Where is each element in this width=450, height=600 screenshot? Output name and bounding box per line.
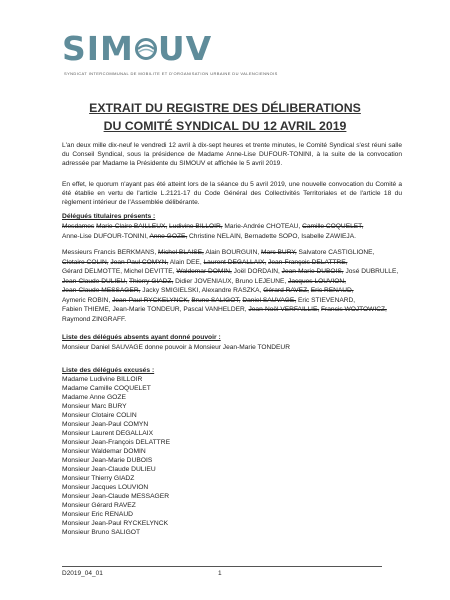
delegate-name: Bruno LEJEUNE, [235, 277, 287, 285]
intro-paragraph: L'an deux mille dix-neuf le vendredi 12 avril à dix-sept heures et trente minutes, le Comité Syndical s'est réuni salle du Conseil Syndical, sous la présidence de Madame Anne-Lise DUFOUR-TONINI, à la suite de la convocation adressée par Madame la Présidente du SIMOUV et affichée le 5 avril 2019. [62, 142, 402, 167]
delegate-name: Raymond ZINGRAFF. [62, 315, 127, 323]
delegate-name: Jean-Noël VERFAILLIE, [248, 306, 320, 313]
delegate-name: Bernadette SOPO, [244, 232, 300, 240]
titulaires-heading: Délégués titulaires présents : [62, 213, 156, 220]
mesdames-list [62, 222, 402, 241]
delegate-name: Michel BLAISE, [158, 249, 204, 256]
delegate-name: Marie-Claire BAILLEUX, [96, 223, 168, 230]
delegate-name: Jacky SMIGIELSKI, [142, 287, 201, 294]
delegate-name: Fabien THIEME, [62, 306, 111, 313]
excused-item: Madame Anne GOZE [62, 393, 126, 401]
excused-item: Madame Camille COQUELET [62, 384, 151, 392]
delegate-name: Alain BOURGUIN, [205, 249, 260, 256]
delegate-name: Gérard DELMOTTE, [62, 268, 123, 275]
delegate-name: Jean-Paul COMYN, [110, 258, 169, 266]
excuses-heading: Liste des délégués excusés : [62, 367, 155, 374]
excused-item: Monsieur Jean-Claude DULIEU [62, 465, 156, 473]
delegate-name: Aymeric ROBIN, [62, 296, 111, 304]
delegate-name: Daniel SAUVAGE, [242, 296, 297, 304]
excused-item: Monsieur Laurent DEGALLAIX [62, 429, 154, 437]
delegate-name: Eric RENAUD, [310, 287, 354, 294]
delegate-name: Joël DORDAIN, [233, 268, 280, 275]
excused-item: Monsieur Jean-Claude MESSAGER [62, 492, 170, 500]
excused-item: Monsieur Jacques LOUVION [62, 483, 149, 491]
excuses-list [62, 376, 170, 538]
delegate-name: Didier JOVENIAUX, [175, 277, 234, 285]
delegate-name: Jean-Claude MESSAGER, [62, 287, 141, 294]
delegate-name: Jean-Marie DUBOIS, [281, 268, 344, 275]
excused-item: Monsieur Bruno SALIGOT [62, 528, 141, 536]
delegate-name: Mesdames [62, 223, 95, 230]
delegate-name: Clotaire COLIN, [62, 258, 109, 266]
excused-item: Monsieur Thierry GIADZ [62, 474, 135, 482]
absents-heading: Liste des délégués absents ayant donné pouvoir : [62, 334, 221, 341]
delegate-name: Francis WOJTOWICZ, [321, 306, 387, 313]
delegate-name: Michel DEVITTE, [123, 268, 175, 275]
excused-item: Monsieur Jean-Paul COMYN [62, 420, 149, 428]
excused-item: Monsieur Waldemar DOMIN [62, 447, 146, 455]
title-line-2: DU COMITÉ SYNDICAL DU 12 AVRIL 2019 [103, 119, 347, 133]
delegate-name: Salvatore CASTIGLIONE, [298, 249, 375, 256]
delegate-name: Messieurs [62, 249, 93, 256]
delegate-name: Jean-Marie TONDEUR, [112, 306, 182, 313]
delegate-name: Laurent DEGALLAIX, [203, 258, 267, 266]
delegate-name: Isabelle ZAWIEJA. [301, 232, 356, 240]
footer-divider [62, 566, 382, 567]
quorum-paragraph: En effet, le quorum n'ayant pas été atteint lors de la séance du 5 avril 2019, une nouvelle convocation du Comité a été établie en vertu de l'article L.2121-17 du Code Général des Collectivités Territoriales et de l'article 18 du règlement intérieur de l'Assemblée délibérante. [62, 181, 402, 206]
footer-reference: D2019_04_01 [62, 570, 103, 577]
delegate-name: Waldemar DOMIN, [176, 268, 232, 275]
delegate-name: Thierry GIADZ, [128, 277, 174, 285]
delegate-name: Camille COQUELET, [302, 223, 364, 230]
proxy-statement: Monsieur Daniel SAUVAGE donne pouvoir à Monsieur Jean-Marie TONDEUR [62, 344, 290, 351]
delegate-name: Christine NELAIN, [189, 232, 243, 240]
delegate-name: José DUBRULLE, [345, 268, 399, 275]
excused-item: Monsieur Eric RENAUD [62, 510, 133, 518]
delegate-name: Francis BERKMANS, [93, 249, 157, 256]
delegate-name: Anne-Lise DUFOUR-TONINI, [62, 232, 148, 240]
excused-item: Madame Ludivine BILLOIR [62, 376, 143, 383]
logo-text-right: UV [157, 28, 213, 68]
delegate-name: Gérard RAVEZ, [263, 287, 309, 294]
title-line-1: EXTRAIT DU REGISTRE DES DÉLIBERATIONS [89, 101, 361, 115]
delegate-name: Pascal VANHELDER, [183, 306, 247, 313]
excused-item: Monsieur Clotaire COLIN [62, 411, 137, 419]
delegate-name: Alain DEE, [169, 258, 202, 266]
messieurs-list [62, 248, 402, 324]
logo-tagline: SYNDICAT INTERCOMMUNAL DE MOBILITE ET D'ORGANISATION URBAINE DU VALENCIENNOIS [64, 71, 278, 76]
logo-text-left: SIM [62, 28, 134, 68]
excused-item: Monsieur Gérard RAVEZ [62, 501, 136, 509]
delegate-name: Marc BURY, [261, 249, 297, 256]
page-number: 1 [218, 570, 222, 577]
delegate-name: Jean-Claude DULIEU, [62, 277, 128, 285]
excused-item: Monsieur Jean-Paul RYCKELYNCK [62, 519, 169, 527]
delegate-name: Jean-François DELATTRE, [268, 258, 348, 266]
excused-item: Monsieur Jean-François DELATTRE [62, 438, 171, 446]
delegate-name: Marie-Andrée CHOTEAU, [224, 223, 301, 230]
delegate-name: Jean-Paul RYCKELYNCK, [112, 296, 190, 304]
excused-item: Monsieur Jean-Marie DUBOIS [62, 456, 153, 464]
excused-item: Monsieur Marc BURY [62, 402, 127, 410]
delegate-name: Jacques LOUVION, [288, 277, 346, 285]
logo-globe-icon [135, 38, 157, 60]
delegate-name: Anne GOZE, [149, 232, 188, 240]
delegate-name: Bruno SALIGOT, [191, 296, 241, 304]
simouv-logo [62, 30, 212, 66]
delegate-name: Eric STIEVENARD, [297, 296, 356, 304]
delegate-name: Alexandre RASZKA, [201, 287, 262, 294]
delegate-name: Ludivine BILLOIR, [169, 223, 223, 230]
